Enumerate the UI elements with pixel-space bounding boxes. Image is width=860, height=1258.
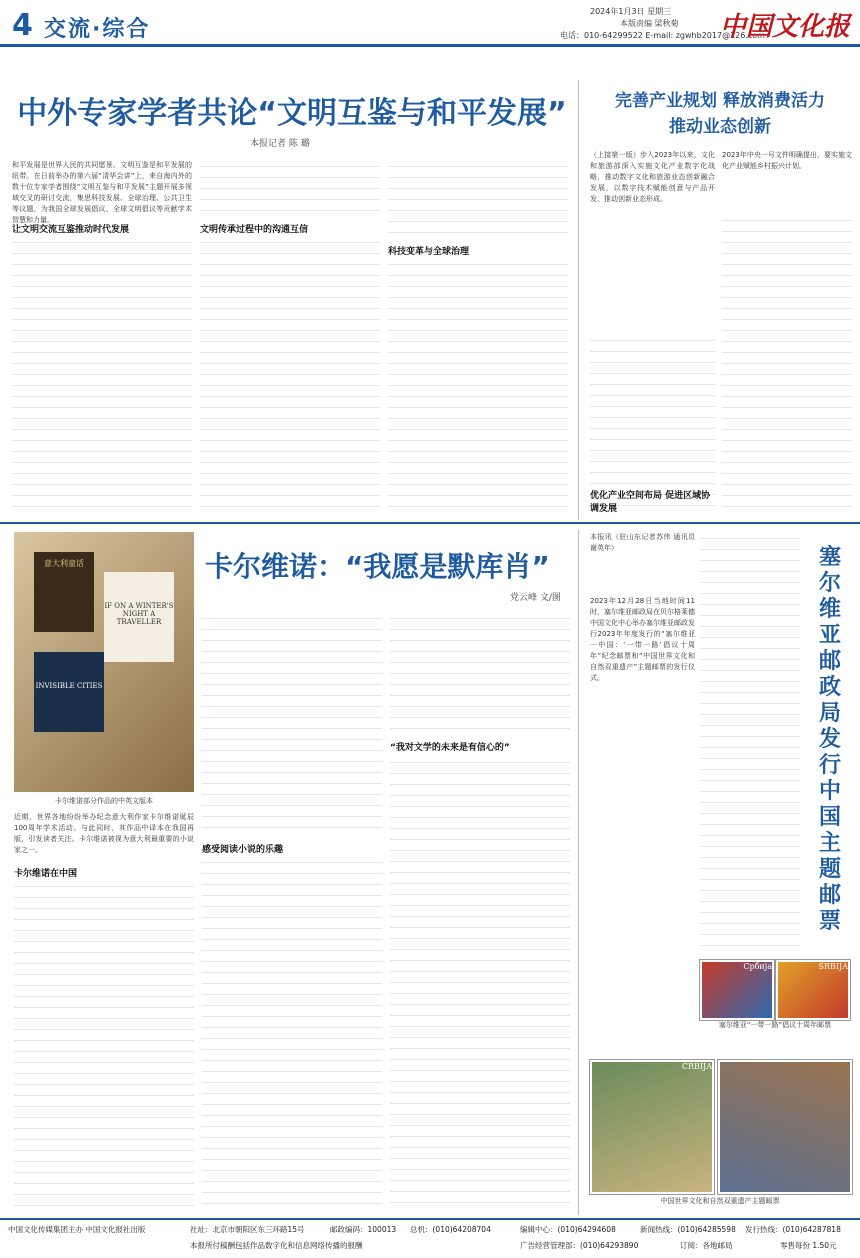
footer-editorial: 编辑中心：(010)64294608	[520, 1225, 616, 1234]
footer-price: 零售每份 1.50元	[780, 1241, 837, 1250]
footer-distribution: 发行热线：(010)64287818	[745, 1225, 841, 1234]
feature-column-2	[202, 856, 382, 1210]
footer-ads: 广告经营管理部：(010)64293890	[520, 1241, 639, 1250]
stamp-2	[776, 960, 850, 1020]
book-cover-3: INVISIBLE CITIES	[34, 652, 104, 732]
feature-column-3	[390, 756, 570, 1210]
stamp-3-value: ČRBIJA	[681, 1062, 712, 1071]
feature-column-2-top	[202, 612, 382, 838]
lead-column-1	[12, 236, 192, 516]
editor-line: 本版责编 梁秋菊	[620, 19, 679, 28]
stamp-1-value: Србија	[743, 962, 772, 971]
side-byline: 本报讯（驻山东记者苏伟 通讯员谢英年）	[590, 533, 695, 552]
lead-column-2-top	[200, 160, 380, 218]
footer-zip: 邮政编码：100013	[330, 1225, 397, 1234]
section-divider	[0, 522, 860, 524]
lead-headline: 中外专家学者共论“文明互鉴与和平发展”	[17, 96, 567, 131]
right-source: 2023年中央一号文件明确提出，要实施文化产业赋能乡村振兴计划。	[722, 151, 852, 170]
page-number: 4	[12, 8, 33, 43]
book-cover-2: IF ON A WINTER'S NIGHT A TRAVELLER	[104, 572, 174, 662]
footer-general-phone: 总机：(010)64208704	[410, 1225, 491, 1234]
stamp-1	[700, 960, 774, 1020]
feature-column-3-top	[390, 612, 570, 732]
footer-note: 本报所付稿酬包括作品数字化和信息网络传播的报酬	[190, 1241, 363, 1250]
lead-column-3	[388, 258, 568, 516]
section-title: 交流·综合	[44, 17, 151, 42]
feature-subhead-2: 感受阅读小说的乐趣	[202, 845, 284, 855]
top-rule	[0, 44, 860, 47]
feature-subhead-1: 卡尔维诺在中国	[14, 869, 78, 879]
lead-column-3-top	[388, 160, 568, 240]
footer-subscribe: 订阅：各地邮局	[680, 1241, 733, 1250]
footer-news: 新闻热线：(010)64285598	[640, 1225, 736, 1234]
lead-byline: 本报记者 陈 璐	[250, 139, 310, 149]
stamp-3	[590, 1060, 714, 1194]
footer-rule	[0, 1218, 860, 1220]
lead-intro: 和平发展是世界人民的共同愿景。文明互鉴是和平发展的纽带。在日前举办的第六届“清华会讲”上，来自海内外的数十位专家学者围绕“文明互鉴与和平发展”主题开展多视域交叉的研讨交流，集思科技发展、全球治理、公共卫生等议题，为我国全球发展倡议、全球文明倡议等贡献学术智慧和力量。	[12, 161, 192, 224]
footer-address: 社址：北京市朝阳区东三环路15号	[190, 1225, 305, 1234]
lead-subhead-1: 让文明交流互鉴推动时代发展	[12, 225, 130, 235]
contact-line: 电话：010-64299522 E-mail: zgwhb2017@126.com	[560, 31, 765, 40]
feature-column-1	[14, 880, 194, 1210]
feature-intro: 近期，世界各地纷纷举办纪念意大利作家卡尔维诺诞辰100周年学术活动。与此同时，其作品中译本在我国再版，引发读者关注。卡尔维诺被视为意大利最重要的小说家之一。	[14, 813, 194, 854]
right-headline	[590, 88, 850, 140]
column-divider	[578, 80, 579, 520]
photo-caption: 卡尔维诺部分作品的中英文版本	[55, 797, 153, 805]
side-column-2	[700, 532, 800, 952]
masthead-logo: 中国文化报	[720, 12, 851, 42]
right-body: （上接第一版）步入2023年以来，文化和旅游部深入实施文化产业数字化战略，推动数字文化和旅游业态创新融合发展，以数字技术赋能创意与产品开发，推动创新业态形成。	[590, 151, 715, 203]
side-headline-text: 塞尔维亚邮政局发行中国主题邮票	[818, 545, 841, 934]
side-headline	[808, 545, 852, 935]
lead-subhead-2: 文明传承过程中的沟通互信	[200, 225, 309, 235]
right-column-2	[722, 214, 852, 514]
right-headline-line-1: 完善产业规划 释放消费活力	[615, 91, 825, 111]
feature-headline: 卡尔维诺：“我愿是默库肖”	[205, 550, 550, 583]
books-photo	[14, 532, 194, 792]
lead-column-2	[200, 236, 380, 516]
side-body: 2023年12月28日当地时间11时，塞尔维亚邮政局在贝尔格莱德中国文化中心举办塞尔维亚邮政发行2023年年度发行的“塞尔维亚一中国：‘一带一路’倡议十周年”纪念邮票和“中国世界文化和自然双重遗产”主题邮票的发行仪式。	[590, 597, 695, 682]
feature-subhead-3: “我对文学的未来是有信心的”	[390, 743, 510, 753]
book-cover-1: 意大利童话	[34, 552, 94, 632]
right-subhead: 优化产业空间布局 促进区域协调发展	[590, 491, 711, 514]
feature-byline: 党云峰 文/图	[510, 593, 561, 603]
date-line: 2024年1月3日 星期三	[590, 7, 672, 16]
stamp-caption-2: 中国世界文化和自然双重遗产主题邮票	[660, 1197, 780, 1205]
right-column-1	[590, 334, 715, 514]
column-divider-2	[578, 530, 579, 1215]
right-headline-line-2: 推动业态创新	[669, 117, 771, 137]
stamp-2-value: SRBIJA	[818, 962, 848, 971]
stamp-caption-1: 塞尔维亚“一带一路”倡议十周年邮票	[718, 1021, 832, 1029]
stamp-4	[718, 1060, 852, 1194]
footer-publisher: 中国文化传媒集团主办 中国文化报社出版	[8, 1225, 146, 1234]
lead-subhead-3: 科技变革与全球治理	[388, 247, 470, 257]
